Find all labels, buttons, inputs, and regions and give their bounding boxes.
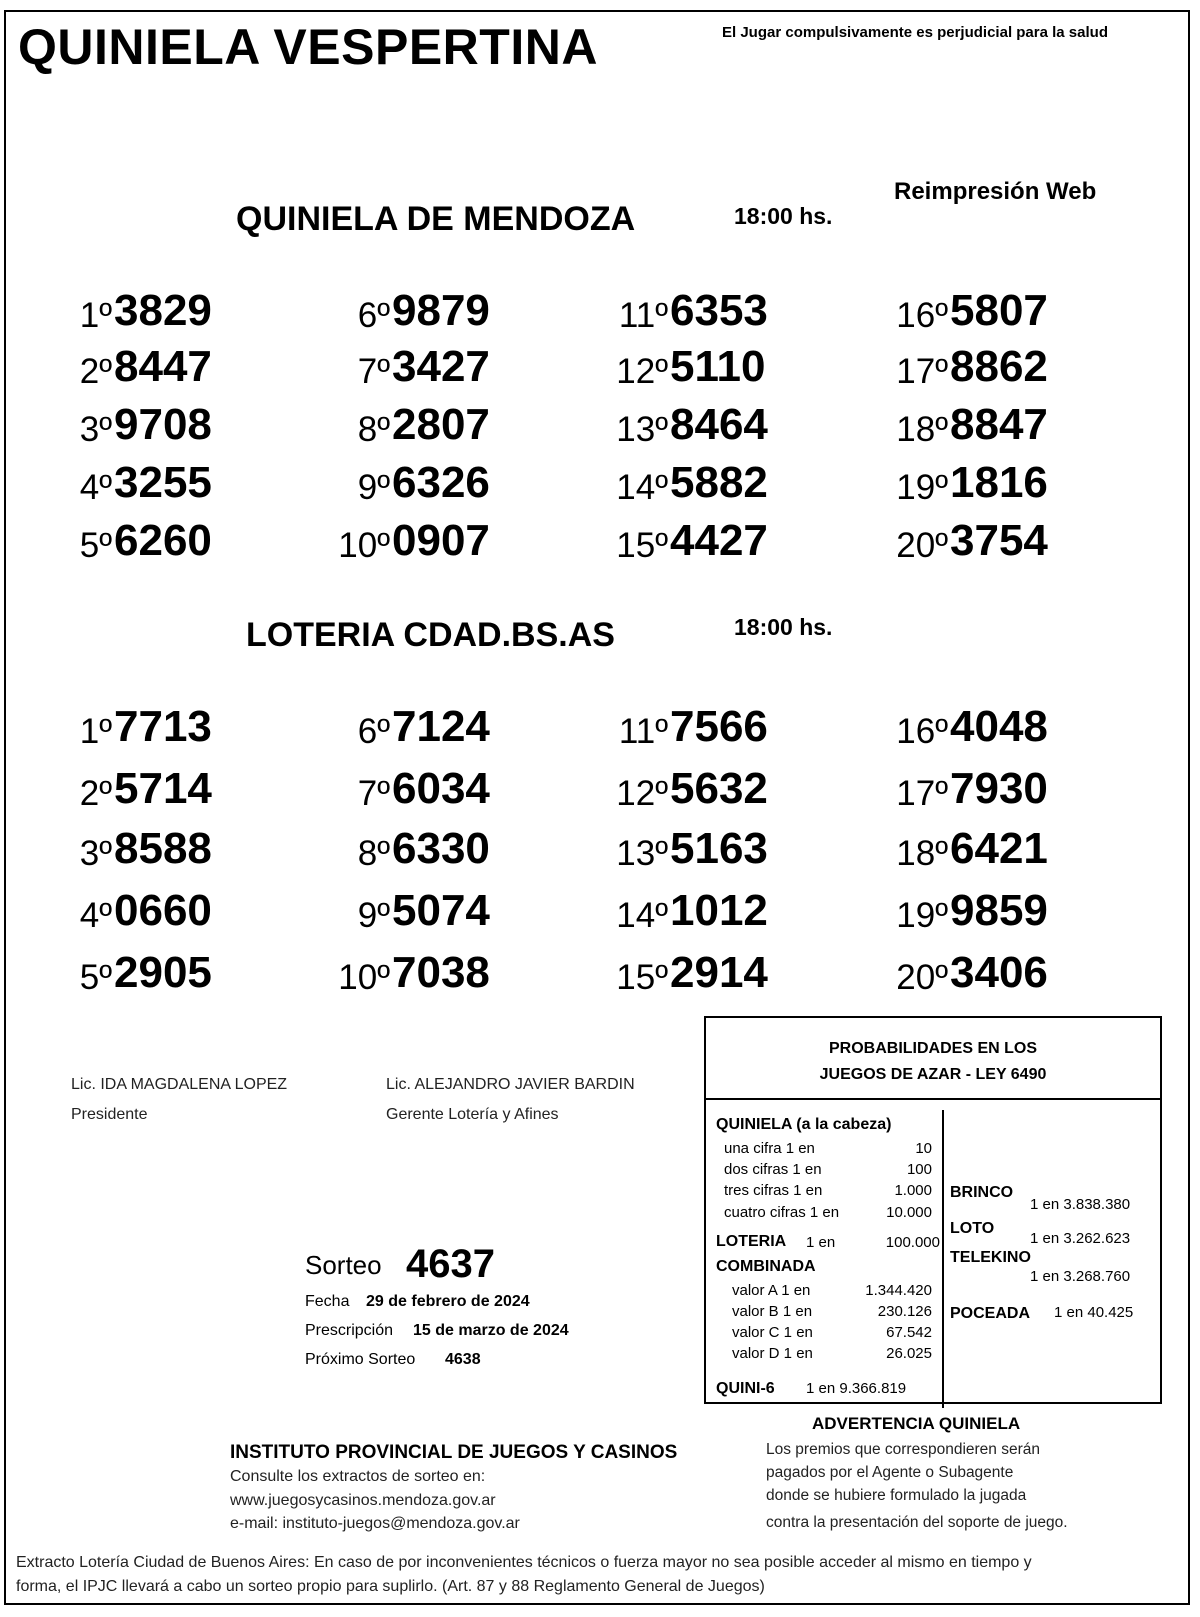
result-position: 20º bbox=[896, 526, 948, 565]
result-entry bbox=[866, 948, 1066, 1000]
quiniela-prob-title: QUINIELA (a la cabeza) bbox=[716, 1116, 892, 1133]
result-number: 3754 bbox=[950, 516, 1048, 565]
section-time-buenos-aires: 18:00 hs. bbox=[734, 614, 833, 640]
result-number: 5632 bbox=[670, 764, 768, 813]
result-entry bbox=[30, 286, 230, 338]
result-number: 7124 bbox=[392, 702, 490, 751]
prob-row-value: 67.542 bbox=[886, 1324, 932, 1341]
result-position: 17º bbox=[896, 774, 948, 813]
result-entry bbox=[586, 948, 786, 1000]
probabilities-column-divider bbox=[942, 1110, 944, 1408]
institute-email-link[interactable]: e-mail: instituto-juegos@mendoza.gov.ar bbox=[230, 1515, 520, 1532]
sorteo-number: 4637 bbox=[406, 1242, 495, 1286]
result-number: 2905 bbox=[114, 948, 212, 997]
result-number: 6260 bbox=[114, 516, 212, 565]
result-entry bbox=[586, 400, 786, 452]
prob-row-label: valor C 1 en bbox=[732, 1324, 813, 1341]
result-position: 6º bbox=[357, 712, 390, 751]
result-entry bbox=[308, 458, 508, 510]
result-entry bbox=[586, 516, 786, 568]
result-number: 8588 bbox=[114, 824, 212, 873]
result-entry bbox=[586, 886, 786, 938]
section-title-buenos-aires: LOTERIA CDAD.BS.AS bbox=[246, 616, 615, 654]
telekino-prob-value: 1 en 3.268.760 bbox=[1030, 1268, 1131, 1285]
result-position: 14º bbox=[616, 896, 668, 935]
prob-row-label: valor A 1 en bbox=[732, 1282, 811, 1299]
result-entry bbox=[30, 764, 230, 816]
result-number: 7930 bbox=[950, 764, 1048, 813]
prob-row-value: 26.025 bbox=[886, 1345, 932, 1362]
result-number: 5110 bbox=[670, 342, 766, 391]
loto-prob-label: LOTO bbox=[950, 1220, 995, 1237]
result-entry bbox=[866, 702, 1066, 754]
result-entry bbox=[866, 342, 1066, 394]
result-position: 3º bbox=[79, 834, 112, 873]
prob-row-label: cuatro cifras 1 en bbox=[724, 1204, 840, 1221]
result-entry bbox=[586, 286, 786, 338]
prob-row-label: dos cifras 1 en bbox=[724, 1161, 822, 1178]
result-position: 15º bbox=[616, 526, 668, 565]
result-position: 18º bbox=[896, 834, 948, 873]
result-number: 6330 bbox=[392, 824, 490, 873]
proximo-sorteo-label: Próximo Sorteo bbox=[305, 1351, 416, 1368]
result-number: 9879 bbox=[392, 286, 490, 335]
poceada-prob-value: 1 en 40.425 bbox=[1054, 1304, 1134, 1321]
result-number: 1012 bbox=[670, 886, 768, 935]
proximo-sorteo-value: 4638 bbox=[445, 1351, 481, 1368]
result-entry bbox=[866, 400, 1066, 452]
prob-row-value: 10.000 bbox=[886, 1204, 932, 1221]
telekino-prob-label: TELEKINO bbox=[950, 1249, 1031, 1266]
result-entry bbox=[586, 702, 786, 754]
result-entry bbox=[586, 342, 786, 394]
result-number: 1816 bbox=[950, 458, 1048, 507]
result-number: 5807 bbox=[950, 286, 1048, 335]
result-number: 2807 bbox=[392, 400, 490, 449]
advertencia-title: ADVERTENCIA QUINIELA bbox=[812, 1414, 1021, 1433]
result-number: 2914 bbox=[670, 948, 768, 997]
prob-row-value: 230.126 bbox=[877, 1303, 932, 1320]
result-position: 11º bbox=[618, 712, 668, 751]
result-number: 6326 bbox=[392, 458, 490, 507]
fecha-value: 29 de febrero de 2024 bbox=[366, 1293, 530, 1310]
result-number: 3829 bbox=[114, 286, 212, 335]
result-position: 9º bbox=[357, 896, 390, 935]
result-number: 0660 bbox=[114, 886, 212, 935]
result-entry bbox=[308, 516, 508, 568]
result-position: 16º bbox=[896, 296, 948, 335]
result-position: 5º bbox=[79, 526, 112, 565]
result-position: 2º bbox=[79, 774, 112, 813]
loteria-prob-label: LOTERIA bbox=[716, 1233, 787, 1250]
result-position: 20º bbox=[896, 958, 948, 997]
main-title: QUINIELA VESPERTINA bbox=[18, 19, 598, 75]
section-time-mendoza: 18:00 hs. bbox=[734, 203, 833, 229]
result-entry bbox=[308, 702, 508, 754]
result-number: 3427 bbox=[392, 342, 490, 391]
prob-row-value: 1.344.420 bbox=[865, 1282, 932, 1299]
footer-disclaimer-line2: forma, el IPJC llevará a cabo un sorteo propio para suplirlo. (Art. 87 y 88 Reglamento General de Juegos) bbox=[16, 1578, 765, 1595]
result-entry bbox=[866, 516, 1066, 568]
result-number: 4427 bbox=[670, 516, 768, 565]
result-position: 5º bbox=[79, 958, 112, 997]
result-number: 5163 bbox=[670, 824, 768, 873]
result-position: 8º bbox=[357, 834, 390, 873]
result-position: 12º bbox=[616, 774, 668, 813]
result-entry bbox=[866, 886, 1066, 938]
result-entry bbox=[586, 764, 786, 816]
result-position: 1º bbox=[79, 712, 112, 751]
result-number: 7038 bbox=[392, 948, 490, 997]
result-position: 15º bbox=[616, 958, 668, 997]
result-position: 13º bbox=[616, 410, 668, 449]
advertencia-line: pagados por el Agente o Subagente bbox=[766, 1464, 1014, 1481]
quini6-prob-value: 1 en 9.366.819 bbox=[806, 1380, 907, 1397]
poceada-prob-label: POCEADA bbox=[950, 1305, 1031, 1322]
result-position: 8º bbox=[357, 410, 390, 449]
result-number: 5074 bbox=[392, 886, 490, 935]
result-entry bbox=[308, 764, 508, 816]
result-entry bbox=[30, 342, 230, 394]
result-entry bbox=[308, 948, 508, 1000]
result-number: 8862 bbox=[950, 342, 1048, 391]
result-position: 1º bbox=[79, 296, 112, 335]
result-entry bbox=[30, 948, 230, 1000]
result-position: 12º bbox=[616, 352, 668, 391]
prob-row-label: valor D 1 en bbox=[732, 1345, 813, 1362]
result-entry bbox=[308, 886, 508, 938]
signature-manager-name: Lic. ALEJANDRO JAVIER BARDIN bbox=[386, 1076, 635, 1093]
result-position: 3º bbox=[79, 410, 112, 449]
result-number: 9859 bbox=[950, 886, 1048, 935]
result-entry bbox=[586, 824, 786, 876]
fecha-label: Fecha bbox=[305, 1293, 350, 1310]
brinco-prob-label: BRINCO bbox=[950, 1184, 1014, 1201]
result-number: 0907 bbox=[392, 516, 490, 565]
prescripcion-label: Prescripción bbox=[305, 1322, 394, 1339]
institute-consult-text: Consulte los extractos de sorteo en: bbox=[230, 1468, 486, 1485]
result-number: 9708 bbox=[114, 400, 212, 449]
result-number: 3255 bbox=[114, 458, 212, 507]
result-position: 14º bbox=[616, 468, 668, 507]
result-position: 7º bbox=[357, 774, 390, 813]
result-entry bbox=[866, 764, 1066, 816]
result-position: 19º bbox=[896, 896, 948, 935]
result-entry bbox=[586, 458, 786, 510]
prob-row-value: 100 bbox=[906, 1161, 932, 1178]
advertencia-line: contra la presentación del soporte de juego. bbox=[766, 1514, 1068, 1531]
result-position: 4º bbox=[79, 896, 112, 935]
result-entry bbox=[866, 458, 1066, 510]
result-position: 13º bbox=[616, 834, 668, 873]
signature-president-role: Presidente bbox=[71, 1106, 148, 1123]
result-number: 8464 bbox=[670, 400, 768, 449]
result-position: 19º bbox=[896, 468, 948, 507]
combinada-prob-title: COMBINADA bbox=[716, 1258, 816, 1275]
result-position: 10º bbox=[338, 526, 390, 565]
result-entry bbox=[308, 824, 508, 876]
result-position: 6º bbox=[357, 296, 390, 335]
result-position: 10º bbox=[338, 958, 390, 997]
result-number: 6421 bbox=[950, 824, 1048, 873]
result-entry bbox=[308, 286, 508, 338]
loteria-prob-value: 100.000 bbox=[885, 1234, 940, 1251]
result-entry bbox=[30, 886, 230, 938]
prob-row-label: una cifra 1 en bbox=[724, 1140, 815, 1157]
result-position: 11º bbox=[618, 296, 668, 335]
quini6-prob-label: QUINI-6 bbox=[716, 1380, 775, 1397]
prescripcion-value: 15 de marzo de 2024 bbox=[413, 1322, 569, 1339]
result-number: 7713 bbox=[114, 702, 212, 751]
result-number: 8847 bbox=[950, 400, 1048, 449]
loteria-prob-en: 1 en bbox=[806, 1234, 836, 1251]
prob-row-value: 10 bbox=[915, 1140, 932, 1157]
advertencia-line: donde se hubiere formulado la jugada bbox=[766, 1487, 1027, 1504]
result-position: 2º bbox=[79, 352, 112, 391]
result-number: 4048 bbox=[950, 702, 1048, 751]
probabilities-title-line1: PROBABILIDADES EN LOS bbox=[828, 1040, 1037, 1057]
result-entry bbox=[30, 702, 230, 754]
prob-row-label: valor B 1 en bbox=[732, 1303, 813, 1320]
prob-row-value: 1.000 bbox=[894, 1182, 932, 1199]
result-number: 6353 bbox=[670, 286, 768, 335]
result-number: 5882 bbox=[670, 458, 768, 507]
result-number: 8447 bbox=[114, 342, 212, 391]
result-entry bbox=[30, 824, 230, 876]
result-entry bbox=[30, 516, 230, 568]
reprint-label: Reimpresión Web bbox=[894, 178, 1097, 205]
result-entry bbox=[30, 400, 230, 452]
signature-manager-role: Gerente Lotería y Afines bbox=[386, 1106, 559, 1123]
result-position: 18º bbox=[896, 410, 948, 449]
advertencia-line: Los premios que correspondieren serán bbox=[766, 1441, 1040, 1458]
result-position: 4º bbox=[79, 468, 112, 507]
brinco-prob-value: 1 en 3.838.380 bbox=[1030, 1196, 1131, 1213]
result-position: 9º bbox=[357, 468, 390, 507]
result-entry bbox=[308, 342, 508, 394]
prob-row-label: tres cifras 1 en bbox=[724, 1182, 823, 1199]
signature-president-name: Lic. IDA MAGDALENA LOPEZ bbox=[71, 1076, 288, 1093]
result-entry bbox=[866, 824, 1066, 876]
section-title-mendoza: QUINIELA DE MENDOZA bbox=[236, 200, 636, 238]
result-position: 16º bbox=[896, 712, 948, 751]
result-entry bbox=[308, 400, 508, 452]
institute-title: INSTITUTO PROVINCIAL DE JUEGOS Y CASINOS bbox=[230, 1442, 678, 1463]
result-position: 7º bbox=[357, 352, 390, 391]
footer-disclaimer-line1: Extracto Lotería Ciudad de Buenos Aires: En caso de por inconvenientes técnicos o fuerza mayor no sea posible acceder al mismo en tiempo y bbox=[16, 1554, 1032, 1571]
probabilities-header-divider bbox=[706, 1098, 1160, 1100]
health-warning: El Jugar compulsivamente es perjudicial para la salud bbox=[722, 24, 1108, 41]
probabilities-title-line2: JUEGOS DE AZAR - LEY 6490 bbox=[819, 1066, 1047, 1083]
result-number: 5714 bbox=[114, 764, 212, 813]
result-number: 6034 bbox=[392, 764, 490, 813]
result-entry bbox=[866, 286, 1066, 338]
sorteo-label: Sorteo bbox=[305, 1250, 382, 1280]
result-position: 17º bbox=[896, 352, 948, 391]
institute-website-link[interactable]: www.juegosycasinos.mendoza.gov.ar bbox=[230, 1492, 496, 1509]
result-entry bbox=[30, 458, 230, 510]
loto-prob-value: 1 en 3.262.623 bbox=[1030, 1230, 1131, 1247]
result-number: 7566 bbox=[670, 702, 768, 751]
result-number: 3406 bbox=[950, 948, 1048, 997]
probabilities-box bbox=[704, 1016, 1162, 1404]
